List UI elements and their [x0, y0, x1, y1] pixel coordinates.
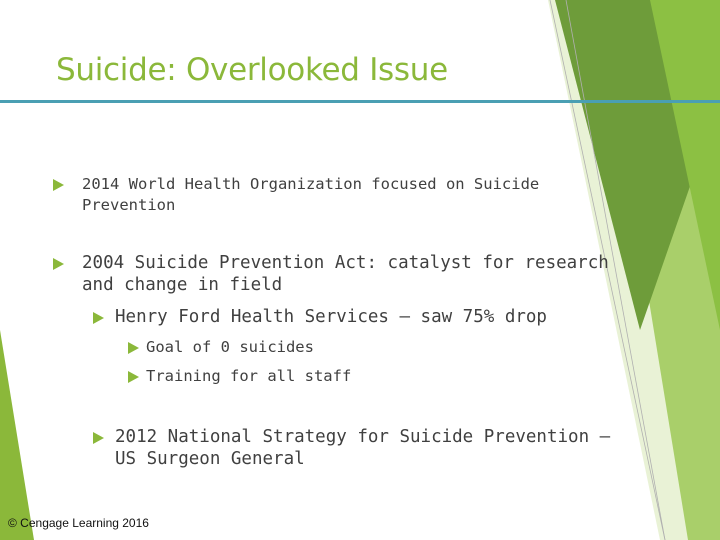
bullet-line: 2012 National Strategy for Suicide Prevention –: [115, 427, 611, 447]
bullet-arrow-icon: [53, 258, 64, 270]
bullet-arrow-icon: [53, 179, 64, 191]
bullet-arrow-icon: [93, 312, 104, 324]
slide-title: Suicide: Overlooked Issue: [56, 52, 448, 88]
bullet-line: Goal of 0 suicides: [146, 338, 314, 356]
bullet-arrow-icon: [128, 371, 139, 383]
sub-bullet-henry-ford: [115, 306, 547, 328]
bullet-line: Prevention: [82, 196, 176, 214]
bullet-arrow-icon: [128, 342, 139, 354]
bullet-item-prevention-act-2004: [82, 252, 609, 296]
bullet-arrow-icon: [93, 432, 104, 444]
bullet-line: 2014 World Health Organization focused on Suicide: [82, 175, 540, 193]
bullet-line: Training for all staff: [146, 367, 352, 385]
bullet-line: and change in field: [82, 275, 283, 295]
deco-left-corner: [0, 330, 34, 540]
title-divider: [0, 100, 720, 103]
copyright-footer: © Cengage Learning 2016: [8, 516, 149, 530]
bullet-line: Henry Ford Health Services – saw 75% drop: [115, 307, 547, 327]
bullet-line: 2004 Suicide Prevention Act: catalyst for research: [82, 253, 609, 273]
sub-sub-bullet-goal: [146, 337, 314, 357]
bullet-line: US Surgeon General: [115, 449, 305, 469]
bullet-item-who-2014: [82, 174, 539, 216]
sub-sub-bullet-training: [146, 366, 351, 386]
sub-bullet-national-strategy-2012: [115, 426, 610, 470]
